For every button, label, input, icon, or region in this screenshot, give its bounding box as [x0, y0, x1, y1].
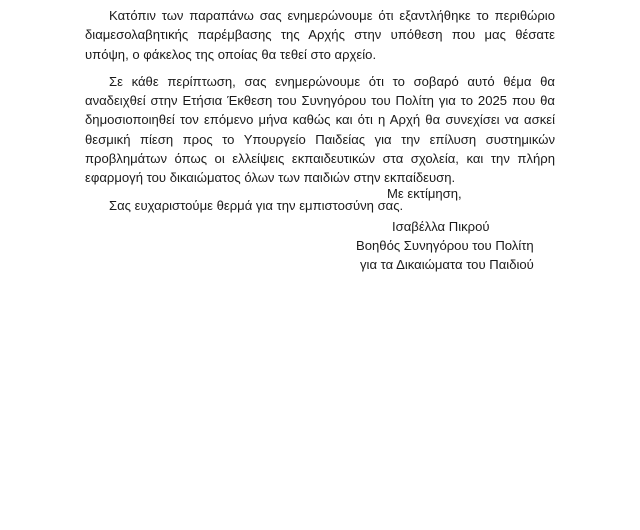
- signer-title: [356, 236, 534, 274]
- signer-name: Ισαβέλλα Πικρού: [392, 219, 490, 234]
- closing-greeting: Με εκτίμηση,: [387, 186, 462, 201]
- cut-off-text-fragment: [103, 0, 273, 2]
- letter-body: [85, 6, 555, 223]
- paragraph-thanks: Σας ευχαριστούμε θερμά για την εμπιστοσύνη σας.: [109, 197, 404, 213]
- paragraph-annual-report: Σε κάθε περίπτωση, σας ενημερώνουμε ότι το σοβαρό αυτό θέμα θα αναδειχθεί στην Ετήσια Έκθεση του Συνηγόρου του Πολίτη για το 2025 που θα δημοσιοποιηθεί τον επόμενο μήνα καθώς και ότι η Αρχή θα συνεχίσει να ασκεί θεσμική πίεση προς το Υπουργείο Παιδείας για την επίλυση συστημικών προβλημάτων όπως οι ελλείψεις εκπαιδευτικών στα σχολεία, και την πλήρη εφαρμογή του δικαιώματος όλων των παιδιών στην εκπαίδευση.: [85, 73, 555, 186]
- signer-title-line-2: για τα Δικαιώματα του Παιδιού: [360, 257, 534, 272]
- signer-title-line-1: Βοηθός Συνηγόρου του Πολίτη: [356, 238, 534, 253]
- paragraph-mediation-exhausted: Κατόπιν των παραπάνω σας ενημερώνουμε ότι εξαντλήθηκε το περιθώριο διαμεσολαβητικής παρέμβασης της Αρχής στην υπόθεση που μας θέσατε υπόψη, ο φάκελος της οποίας θα τεθεί στο αρχείο.: [85, 8, 555, 62]
